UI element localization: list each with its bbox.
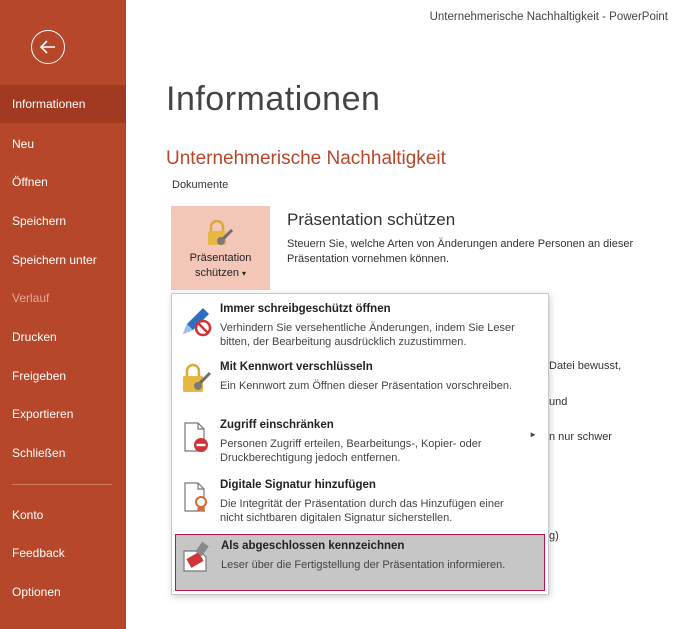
chevron-right-icon: ► xyxy=(529,430,537,439)
sidebar-item-drucken[interactable]: Drucken xyxy=(12,330,57,344)
menu-item-description: Die Integrität der Präsentation durch das Hinzufügen einer nicht sichtbaren digitalen Signatur sicherstellen. xyxy=(220,498,504,524)
sidebar-item-speichern-unter[interactable]: Speichern unter xyxy=(12,253,97,267)
menu-item-description: Leser über die Fertigstellung der Präsentation informieren. xyxy=(221,559,506,571)
protect-label-line1: Präsentation xyxy=(189,252,252,264)
mark-final-icon xyxy=(180,541,214,575)
menu-item-encrypt-password[interactable] xyxy=(175,356,545,412)
menu-item-description: Ein Kennwort zum Öffnen dieser Präsentation vorschreiben. xyxy=(220,380,513,392)
menu-item-title: Immer schreibgeschützt öffnen xyxy=(220,303,391,315)
background-text-fragment: und xyxy=(549,396,568,408)
menu-item-title: Zugriff einschränken xyxy=(220,419,334,431)
menu-item-read-only[interactable] xyxy=(175,298,545,354)
sidebar-item-verlauf: Verlauf xyxy=(12,291,50,305)
restrict-access-icon xyxy=(179,420,213,454)
document-title: Unternehmerische Nachhaltigkeit xyxy=(166,148,446,169)
sidebar-divider xyxy=(12,484,112,485)
sidebar-item-feedback[interactable]: Feedback xyxy=(12,546,65,560)
back-arrow-icon[interactable] xyxy=(31,30,65,64)
backstage-sidebar xyxy=(0,0,126,629)
window-title: Unternehmerische Nachhaltigkeit - PowerPoint xyxy=(429,11,668,23)
protect-presentation-menu xyxy=(171,293,549,595)
protect-presentation-button[interactable] xyxy=(171,206,270,290)
menu-item-mark-as-final[interactable] xyxy=(175,534,545,591)
sidebar-item-optionen[interactable]: Optionen xyxy=(12,585,61,599)
sidebar-item-oeffnen[interactable]: Öffnen xyxy=(12,175,48,189)
sidebar-item-freigeben[interactable]: Freigeben xyxy=(12,369,67,383)
page-title: Informationen xyxy=(166,80,381,118)
document-location[interactable]: Dokumente xyxy=(172,179,229,191)
lock-key-icon xyxy=(205,220,235,253)
digital-signature-icon xyxy=(179,480,213,514)
menu-item-title: Digitale Signatur hinzufügen xyxy=(220,479,376,491)
menu-item-description: Personen Zugriff erteilen, Bearbeitungs-, Kopier- oder Druckberechtigung jedoch entfernen. xyxy=(220,438,482,464)
menu-item-description: Verhindern Sie versehentliche Änderungen, indem Sie Leser bitten, der Bearbeitung ausdrücklich zuzustimmen. xyxy=(220,322,515,348)
lock-key-icon xyxy=(179,362,213,396)
protect-description: Steuern Sie, welche Arten von Änderungen andere Personen an dieser Präsentation vornehmen können. xyxy=(287,238,634,265)
sidebar-item-exportieren[interactable]: Exportieren xyxy=(12,407,74,421)
protect-button-label xyxy=(171,251,270,281)
menu-item-digital-signature[interactable] xyxy=(175,474,545,532)
menu-item-title: Mit Kennwort verschlüsseln xyxy=(220,361,373,373)
protect-heading: Präsentation schützen xyxy=(287,210,456,229)
sidebar-item-informationen[interactable]: Informationen xyxy=(0,85,126,123)
background-text-fragment: g) xyxy=(549,530,559,542)
background-text-fragment: n nur schwer xyxy=(549,431,612,443)
pencil-no-edit-icon xyxy=(179,304,213,338)
chevron-down-icon: ▾ xyxy=(242,269,247,278)
menu-item-title: Als abgeschlossen kennzeichnen xyxy=(221,540,405,552)
background-text-fragment: Datei bewusst, xyxy=(549,360,622,372)
protect-label-line2: schützen xyxy=(194,267,239,279)
sidebar-item-schliessen[interactable]: Schließen xyxy=(12,446,66,460)
sidebar-item-neu[interactable]: Neu xyxy=(12,137,35,151)
sidebar-item-speichern[interactable]: Speichern xyxy=(12,214,67,228)
menu-item-restrict-access[interactable] xyxy=(175,414,545,472)
sidebar-item-konto[interactable]: Konto xyxy=(12,508,44,522)
